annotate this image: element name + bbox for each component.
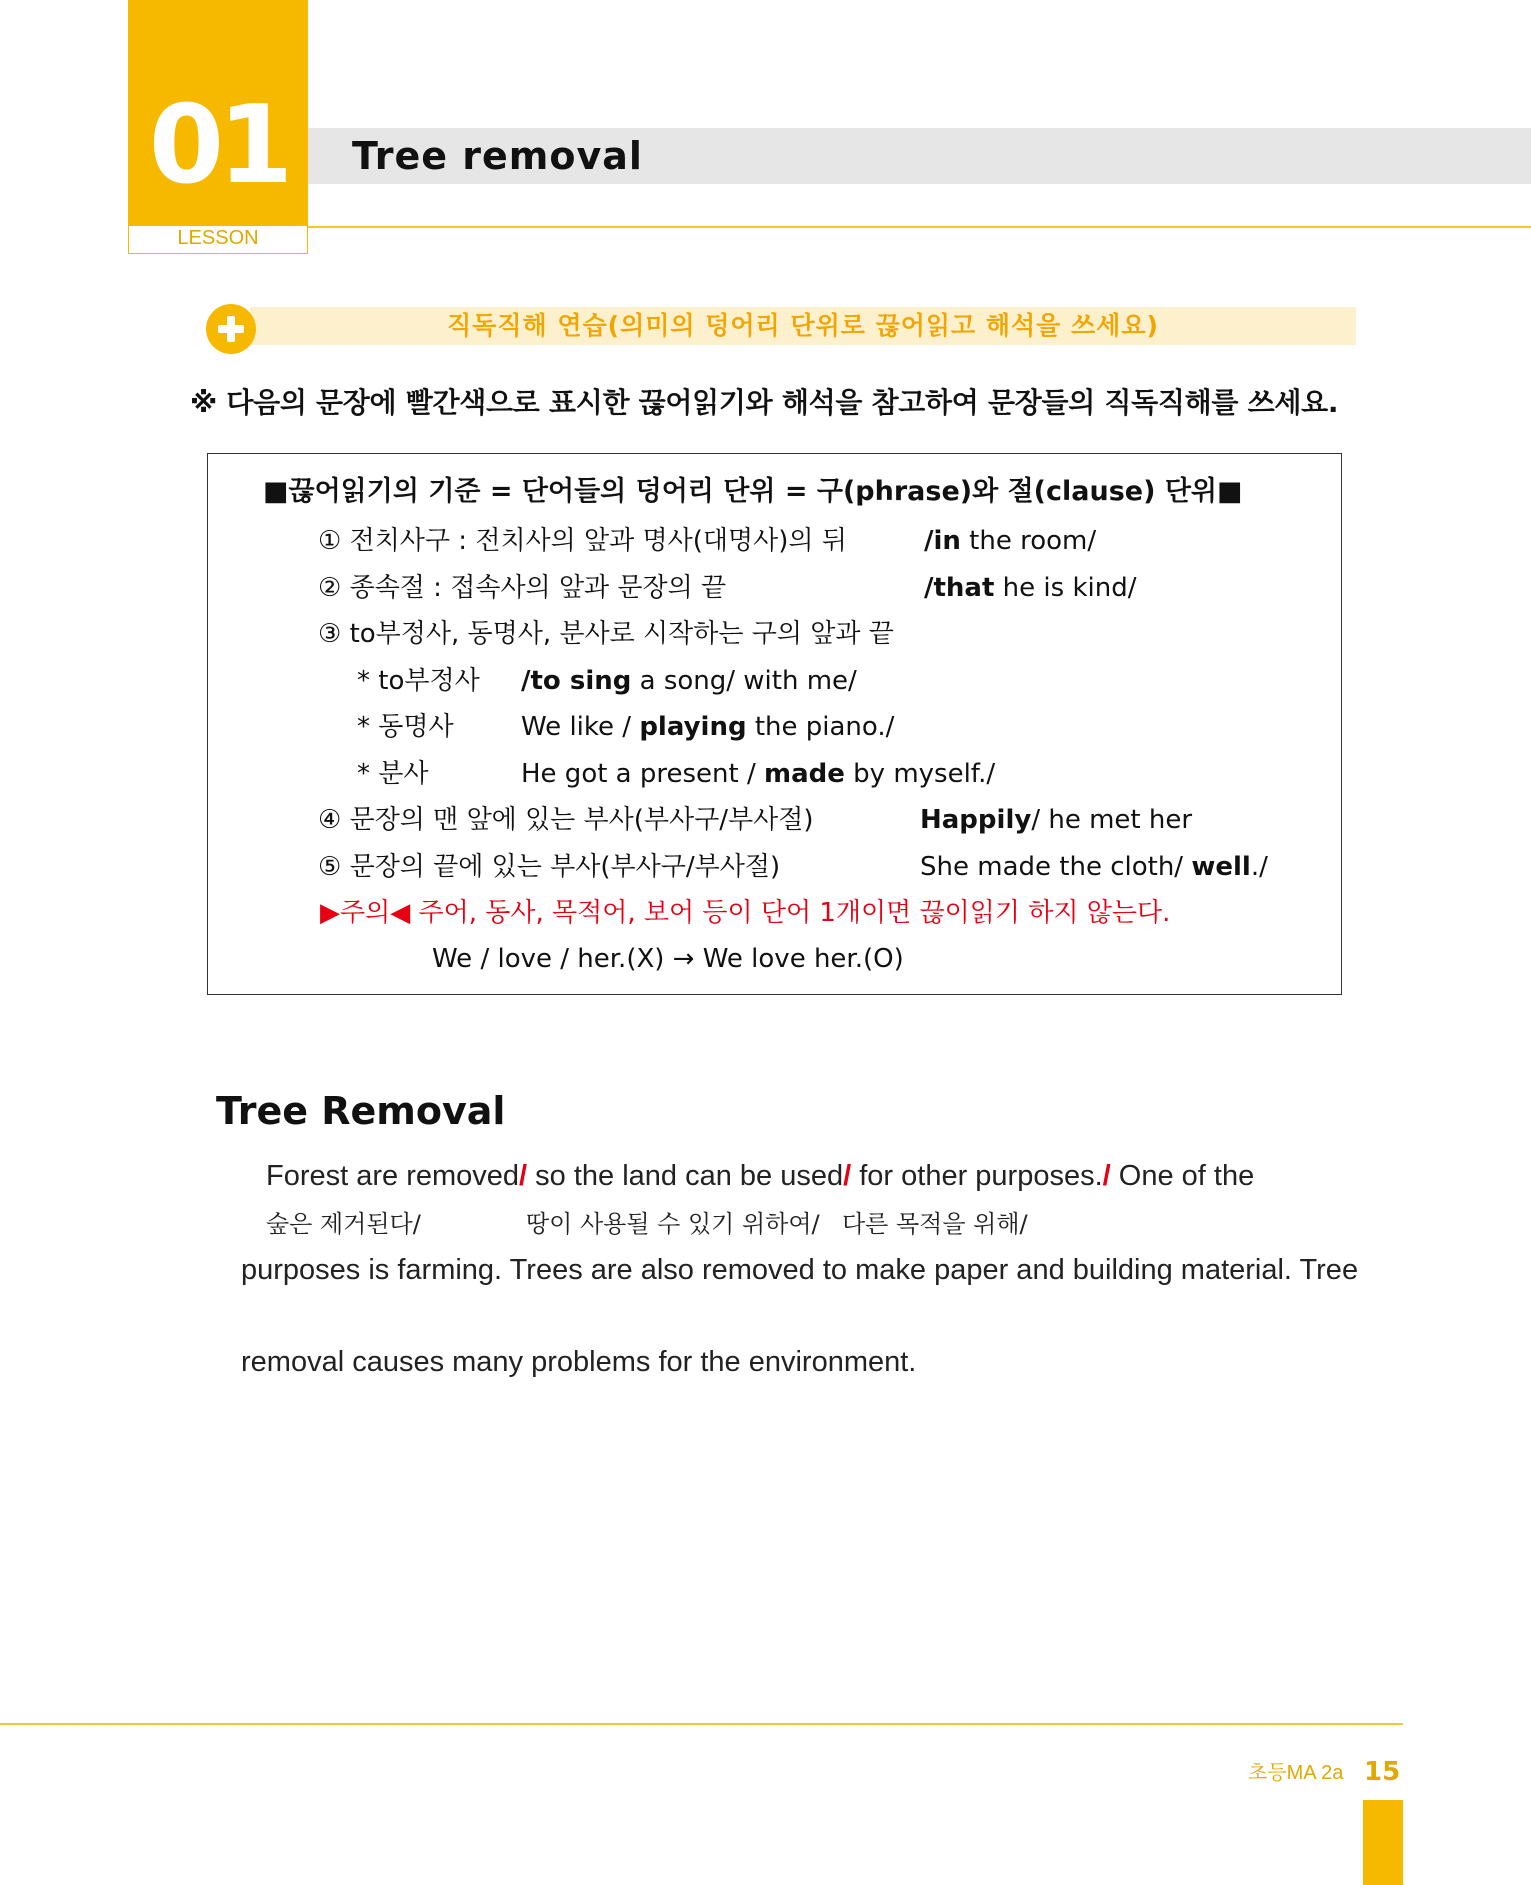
lesson-label: LESSON bbox=[177, 227, 259, 249]
rule-box-header: ■끊어읽기의 기준 = 단어들의 덩어리 단위 = 구(phrase)와 절(clause) 단위■ bbox=[263, 476, 1243, 507]
practice-label: 직독직해 연습(의미의 덩어리 단위로 끊어읽고 해석을 쓰세요) bbox=[447, 311, 1159, 340]
rule-note: ▶주의◀ 주어, 동사, 목적어, 보어 등이 단어 1개이면 끊이읽기 하지 않는다. bbox=[320, 898, 1171, 928]
passage-line-2: purposes is farming. Trees are also removed to make paper and building material. Tree bbox=[241, 1254, 1359, 1286]
rule-1-example: /in the room/ bbox=[924, 526, 1097, 556]
rule-3a-label: * to부정사 bbox=[357, 666, 480, 696]
chunk-slash: / bbox=[1102, 1160, 1111, 1192]
instruction-text: ※ 다음의 문장에 빨간색으로 표시한 끊어읽기와 해석을 참고하여 문장들의 직독직해를 쓰세요. bbox=[190, 386, 1339, 419]
footer-divider bbox=[0, 1723, 1403, 1725]
chunk-slash: / bbox=[519, 1160, 528, 1192]
passage-line-3: removal causes many problems for the environment. bbox=[241, 1346, 917, 1378]
lesson-title: Tree removal bbox=[352, 134, 643, 178]
footer-tab bbox=[1363, 1800, 1403, 1885]
rule-5-example: She made the cloth/ well./ bbox=[920, 852, 1268, 882]
rule-3b-example: We like / playing the piano./ bbox=[521, 712, 895, 742]
gloss-2: 땅이 사용될 수 있기 위하여/ bbox=[526, 1210, 820, 1238]
gloss-1: 숲은 제거된다/ bbox=[266, 1210, 421, 1238]
rule-2-label: ② 종속절 : 접속사의 앞과 문장의 끝 bbox=[318, 573, 727, 603]
footer-book-title: 초등MA 2a bbox=[1248, 1762, 1344, 1784]
reading-title: Tree Removal bbox=[216, 1089, 506, 1133]
lesson-number: 01 bbox=[148, 83, 288, 208]
rule-4-example: Happily/ he met her bbox=[920, 805, 1193, 835]
rule-5-label: ⑤ 문장의 끝에 있는 부사(부사구/부사절) bbox=[318, 852, 781, 882]
rule-3c-example: He got a present / made by myself./ bbox=[521, 759, 996, 789]
page-number: 15 bbox=[1364, 1757, 1401, 1787]
rule-note-example: We / love / her.(X) → We love her.(O) bbox=[432, 944, 904, 974]
rule-1-label: ① 전치사구 : 전치사의 앞과 명사(대명사)의 뒤 bbox=[318, 526, 847, 556]
chunk-slash: / bbox=[843, 1160, 852, 1192]
passage-line-1: Forest are removed/ so the land can be used/ for other purposes./ One of the bbox=[266, 1160, 1255, 1192]
rule-4-label: ④ 문장의 맨 앞에 있는 부사(부사구/부사절) bbox=[318, 805, 814, 835]
rule-3c-label: * 분사 bbox=[357, 759, 429, 789]
header-divider bbox=[308, 226, 1531, 228]
rule-3a-example: /to sing a song/ with me/ bbox=[521, 666, 857, 696]
rule-3-label: ③ to부정사, 동명사, 분사로 시작하는 구의 앞과 끝 bbox=[318, 619, 894, 649]
gloss-3: 다른 목적을 위해/ bbox=[842, 1210, 1028, 1238]
plus-circle-icon bbox=[206, 304, 256, 354]
rule-2-example: /that he is kind/ bbox=[924, 573, 1137, 603]
rule-3b-label: * 동명사 bbox=[357, 712, 454, 742]
